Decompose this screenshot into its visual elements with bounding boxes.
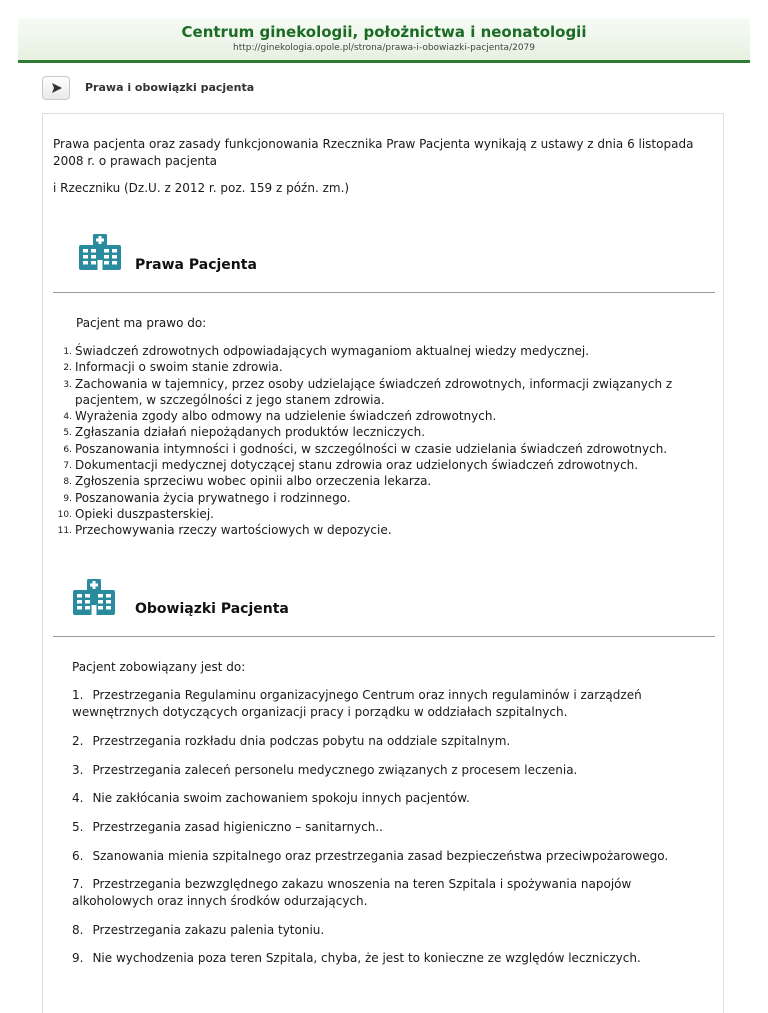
list-item: 4. Wyrażenia zgody albo odmowy na udzielenie świadczeń zdrowotnych.: [63, 409, 497, 424]
list-item: 9. Poszanowania życia prywatnego i rodzinnego.: [63, 490, 351, 505]
list-item: 5. Przestrzegania zasad higieniczno – sanitarnych..: [72, 820, 383, 834]
rights-list: [57, 343, 715, 539]
section-divider: [53, 636, 715, 637]
list-item: 11. Przechowywania rzeczy wartościowych w depozycie.: [57, 523, 392, 538]
list-item: 9. Nie wychodzenia poza teren Szpitala, chyba, że jest to konieczne ze względów leczniczych.: [72, 951, 641, 965]
duties-lead: Pacjent zobowiązany jest do:: [72, 660, 246, 674]
list-item: 6. Szanowania mienia szpitalnego oraz przestrzegania zasad bezpieczeństwa przeciwpożarowego.: [72, 849, 669, 863]
list-item: 8. Zgłoszenia sprzeciwu wobec opinii albo orzeczenia lekarza.: [63, 474, 432, 489]
arrow-right-icon: [51, 82, 63, 94]
list-item: 7. Dokumentacji medycznej dotyczącej stanu zdrowia oraz udzielonych świadczeń zdrowotnych.: [63, 458, 639, 473]
section-divider: [53, 292, 715, 293]
list-item: 6. Poszanowania intymności i godności, w szczególności w czasie udzielania świadczeń zdrowotnych.: [63, 441, 668, 456]
rights-lead: Pacjent ma prawo do:: [76, 316, 207, 330]
hospital-icon: [73, 579, 115, 617]
list-item: 1. Świadczeń zdrowotnych odpowiadających wymaganiom aktualnej wiedzy medycznej.: [63, 344, 590, 358]
list-item: 2. Przestrzegania rozkładu dnia podczas pobytu na oddziale szpitalnym.: [72, 734, 511, 748]
list-item: 7. Przestrzegania bezwzględnego zakazu wnoszenia na teren Szpitala i spożywania napojów alkoholowych oraz innych środków odurzających.: [72, 877, 632, 908]
site-title: Centrum ginekologii, położnictwa i neonatologii: [181, 23, 587, 41]
hospital-icon: [79, 234, 121, 272]
list-item: 4. Nie zakłócania swoim zachowaniem spokoju innych pacjentów.: [72, 791, 470, 805]
breadcrumb-label[interactable]: Prawa i obowiązki pacjenta: [85, 81, 255, 94]
list-item: 1. Przestrzegania Regulaminu organizacyjnego Centrum oraz innych regulaminów i zarządzeń wewnętrznych dotyczących organizacji pracy i porządku w oddziałach szpitalnych.: [72, 688, 642, 719]
intro-paragraph-cont: i Rzeczniku (Dz.U. z 2012 r. poz. 159 z późn. zm.): [53, 181, 350, 195]
breadcrumb-arrow-button[interactable]: [42, 76, 70, 100]
list-item: 8. Przestrzegania zakazu palenia tytoniu.: [72, 923, 325, 937]
page-url[interactable]: http://ginekologia.opole.pl/strona/prawa-i-obowiazki-pacjenta/2079: [232, 43, 536, 53]
page-header: [18, 18, 750, 63]
list-item: 3. Przestrzegania zaleceń personelu medycznego związanych z procesem leczenia.: [72, 763, 578, 777]
list-item: 3. Zachowania w tajemnicy, przez osoby udzielające świadczeń zdrowotnych, informacji związanych z pacjentem, w szczególności z jego stanem zdrowia.: [63, 376, 673, 407]
article-content: [42, 113, 724, 1013]
list-item: 5. Zgłaszania działań niepożądanych produktów leczniczych.: [63, 425, 426, 440]
list-item: 2. Informacji o swoim stanie zdrowia.: [63, 360, 283, 375]
list-item: 10. Opieki duszpasterskiej.: [57, 506, 214, 521]
duties-heading: Obowiązki Pacjenta: [135, 601, 289, 617]
rights-heading: Prawa Pacjenta: [135, 257, 257, 273]
intro-paragraph: Prawa pacjenta oraz zasady funkcjonowania Rzecznika Praw Pacjenta wynikają z ustawy z dnia 6 listopada 2008 r. o prawach pacjenta: [53, 137, 694, 168]
